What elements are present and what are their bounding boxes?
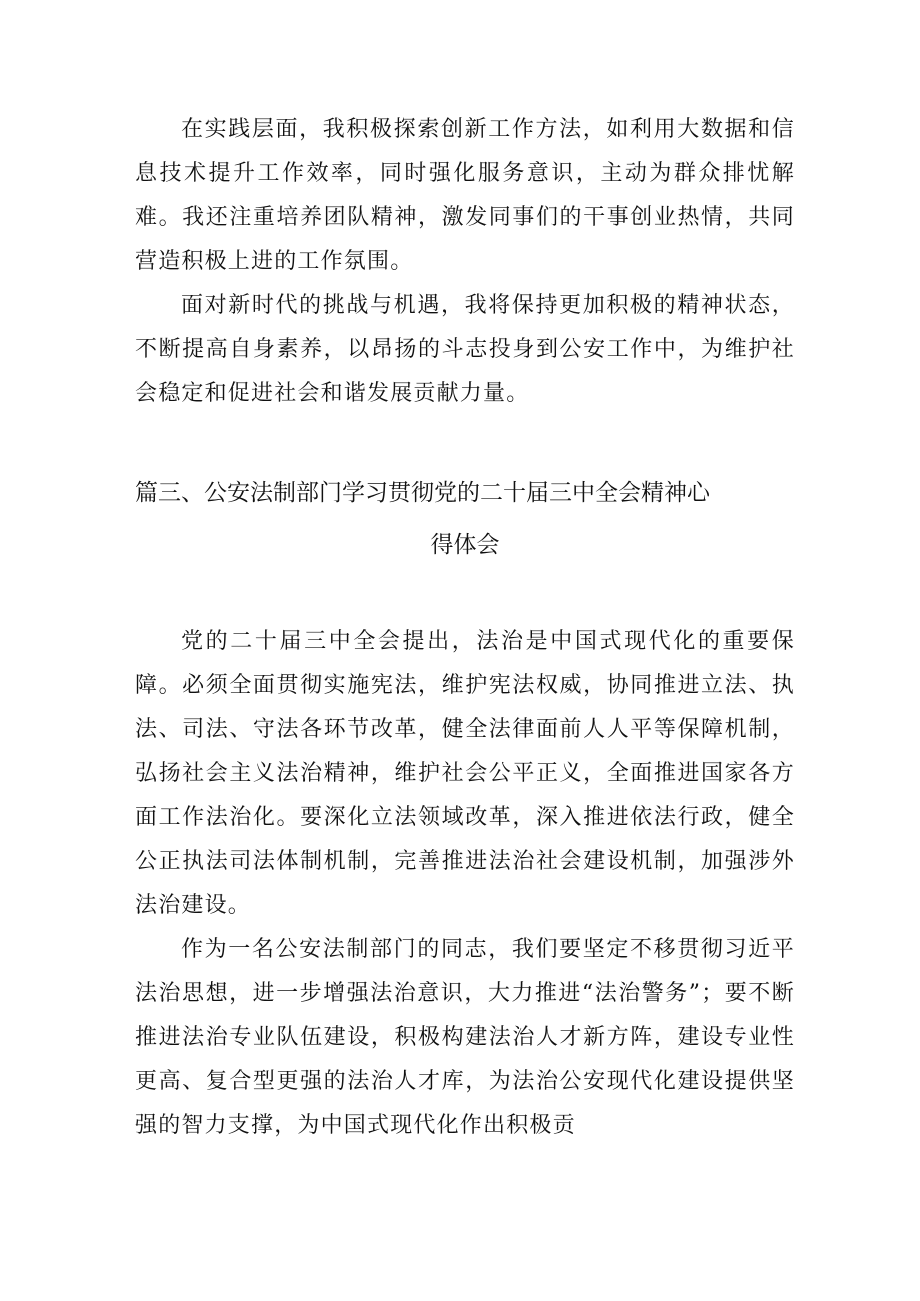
heading-line-2: 得体会 <box>430 532 500 558</box>
heading-line-1: 篇三、公安法制部门学习贯彻党的二十届三中全会精神心 <box>135 480 710 506</box>
paragraph: 在实践层面，我积极探索创新工作方法，如利用大数据和信息技术提升工作效率，同时强化服务意识，主动为群众排忧解难。我还注重培养团队精神，激发同事们的干事创业热情，共同营造积极上进的工作氛围。 <box>135 117 795 274</box>
paragraph: 面对新时代的挑战与机遇，我将保持更加积极的精神状态，不断提高自身素养，以昂扬的斗志投身到公安工作中，为维护社会稳定和促进社会和谐发展贡献力量。 <box>135 293 795 406</box>
paragraph: 作为一名公安法制部门的同志，我们要坚定不移贯彻习近平法治思想，进一步增强法治意识，大力推进“法治警务”；要不断推进法治专业队伍建设，积极构建法治人才新方阵，建设专业性更高、复合型更强的法治人才库，为法治公安现代化建设提供坚强的智力支撑，为中国式现代化作出积极贡 <box>135 937 795 1138</box>
paragraph: 党的二十届三中全会提出，法治是中国式现代化的重要保障。必须全面贯彻实施宪法，维护宪法权威，协同推进立法、执法、司法、守法各环节改革，健全法律面前人人平等保障机制，弘扬社会主义法治精神，维护社会公平正义，全面推进国家各方面工作法治化。要深化立法领域改革，深入推进依法行政，健全公正执法司法体制机制，完善推进法治社会建设机制，加强涉外法治建设。 <box>135 629 795 918</box>
body-text-bottom <box>135 620 795 1148</box>
body-text-top <box>135 108 795 416</box>
